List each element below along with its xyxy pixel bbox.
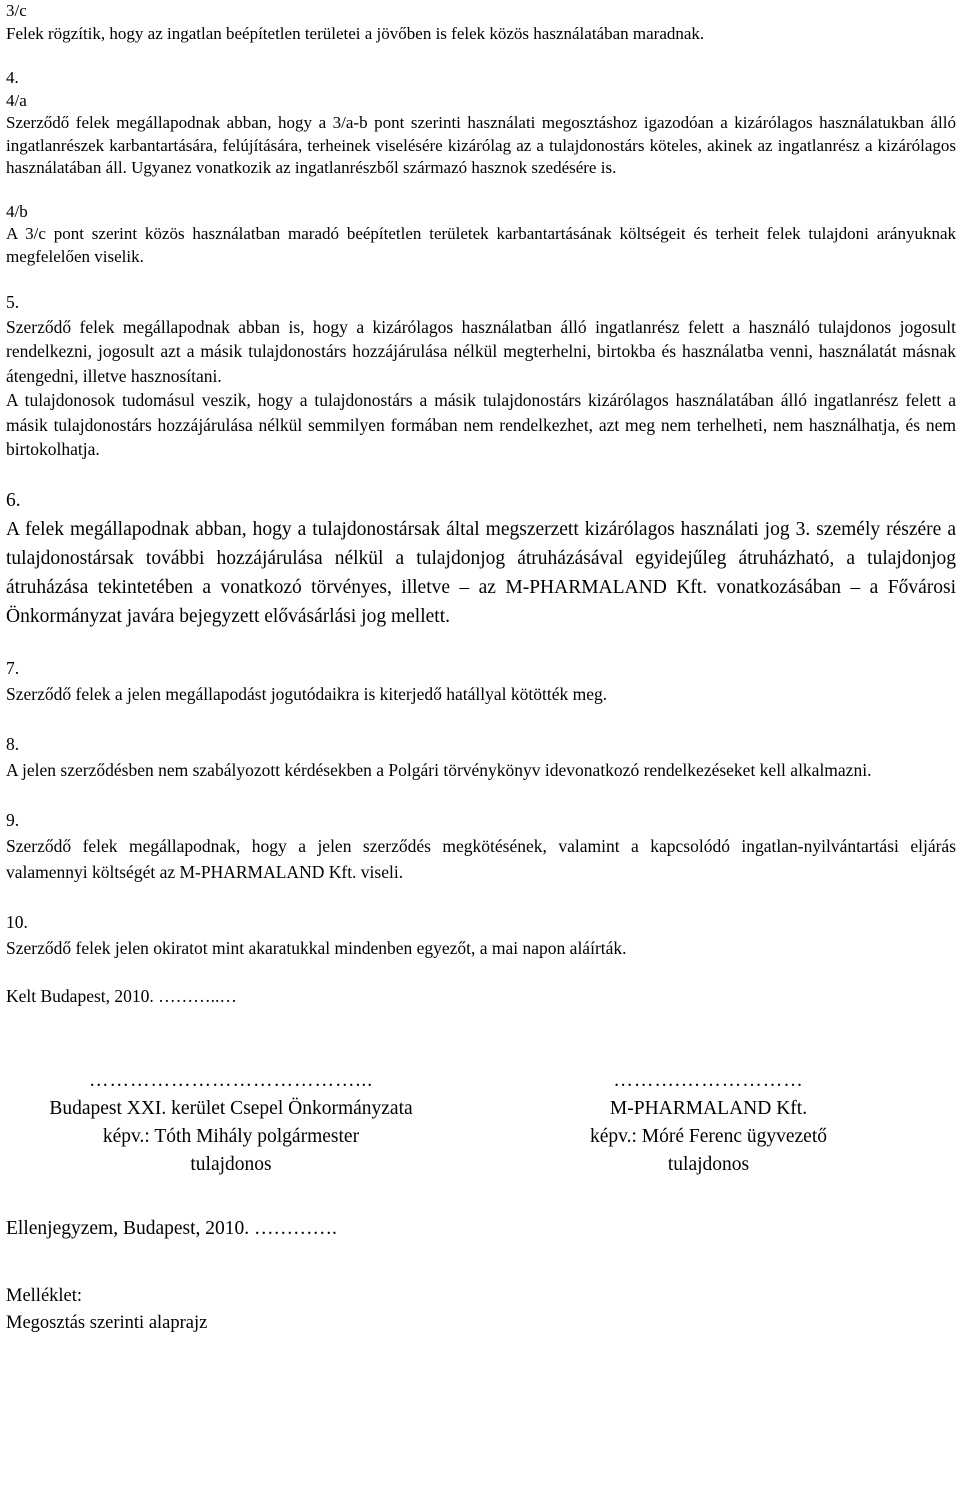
- section-number: 8.: [6, 733, 20, 754]
- signature-right: [511, 1067, 906, 1179]
- section-10: [6, 909, 956, 961]
- attachment-item: Megosztás szerinti alaprajz: [6, 1312, 208, 1333]
- section-number: 6.: [6, 489, 21, 511]
- section-7: [6, 655, 956, 707]
- section-number: 9.: [6, 809, 20, 830]
- section-text: Felek rögzítik, hogy az ingatlan beépítetlen területei a jövőben is felek közös használatában maradnak.: [6, 23, 705, 43]
- signatory-name: M-PHARMALAND Kft.: [609, 1097, 808, 1119]
- signatory-representative: képv.: Tóth Mihály polgármester: [102, 1125, 360, 1147]
- section-number: 7.: [6, 657, 20, 678]
- signature-line: ……….………………: [613, 1069, 804, 1091]
- section-3c: [6, 0, 956, 45]
- attachment: [6, 1283, 956, 1337]
- section-heading: 4/b: [6, 201, 28, 221]
- section-5: [6, 290, 956, 462]
- section-9: [6, 807, 956, 885]
- countersign-line: Ellenjegyzem, Budapest, 2010. ………….: [6, 1217, 337, 1239]
- section-number: 4.: [6, 68, 19, 87]
- date-line: Kelt Budapest, 2010. ………..…: [6, 985, 237, 1006]
- attachment-label: Melléklet:: [6, 1285, 83, 1306]
- section-text: Szerződő felek megállapodnak, hogy a jelen szerződés megkötésének, valamint a kapcsolódó ingatlan-nyilvántartási eljárás valamennyi költségét az M-PHARMALAND Kft. viseli.: [6, 835, 956, 882]
- signatory-name: Budapest XXI. kerület Csepel Önkormányzata: [49, 1097, 413, 1119]
- section-number: 5.: [6, 292, 20, 312]
- signature-line: …………………………………...: [88, 1069, 374, 1091]
- section-text: A jelen szerződésben nem szabályozott kérdésekben a Polgári törvénykönyv idevonatkozó rendelkezéseket kell alkalmazni.: [6, 759, 872, 780]
- section-number: 10.: [6, 911, 28, 932]
- signatory-role: tulajdonos: [667, 1153, 750, 1175]
- section-8: [6, 731, 956, 783]
- section-text: Szerződő felek a jelen megállapodást jogutódaikra is kiterjedő hatállyal kötötték meg.: [6, 683, 608, 704]
- signature-left: [6, 1067, 456, 1179]
- section-6: [6, 486, 956, 631]
- section-text: Szerződő felek megállapodnak abban is, hogy a kizárólagos használatban álló ingatlanrész felett a használó tulajdonos jogosult rendelkezni, jogosult azt a másik tulajdonostárs hozzájárulása nélkül megterhelni, birtokba és használatba venni, használatát másnak átengedni, illetve hasznosítani.: [6, 316, 956, 386]
- contract-document: [6, 0, 956, 1337]
- signature-block: [6, 1067, 956, 1199]
- section-text: A 3/c pont szerint közös használatban maradó beépítetlen területek karbantartásának költségeit és terheit felek tulajdoni arányuknak megfelelően viselik.: [6, 224, 956, 266]
- section-text: Szerződő felek megállapodnak abban, hogy a 3/a-b pont szerinti használati megosztáshoz igazodóan a kizárólagos használatukban álló ingatlanrészek karbantartására, felújítására, terheinek viselésére kizárólag az a tulajdonostárs köteles, akinek az ingatlanrész a kizárólagos használatában áll. Ugyanez vonatkozik az ingatlanrészből származó hasznok szedésére is.: [6, 113, 956, 177]
- section-4: [6, 67, 956, 268]
- section-heading: 3/c: [6, 1, 27, 20]
- signatory-role: tulajdonos: [190, 1153, 272, 1175]
- signatory-representative: képv.: Móré Ferenc ügyvezető: [590, 1125, 827, 1147]
- section-heading: 4/a: [6, 90, 27, 110]
- section-text: A tulajdonosok tudomásul veszik, hogy a tulajdonostárs a másik tulajdonostárs kizárólagos használatában álló ingatlanrész felett a másik tulajdonostárs hozzájárulása nélkül semmilyen formában nem rendelkezhet, azt meg nem terhelheti, nem használhatja, és nem birtokolhatja.: [6, 390, 956, 459]
- section-text: A felek megállapodnak abban, hogy a tulajdonostársak által megszerzett kizárólagos használati jog 3. személy részére a tulajdonostársak további hozzájárulása nélkül a tulajdonjog átruházásával egyidejűleg átruházható, a tulajdonjog átruházása tekintetében a vonatkozó törvényes, illetve – az M-PHARMALAND Kft. vonatkozásában – a Fővárosi Önkormányzat javára bejegyzett elővásárlási jog mellett.: [6, 518, 956, 627]
- section-text: Szerződő felek jelen okiratot mint akaratukkal mindenben egyezőt, a mai napon aláírták.: [6, 937, 627, 958]
